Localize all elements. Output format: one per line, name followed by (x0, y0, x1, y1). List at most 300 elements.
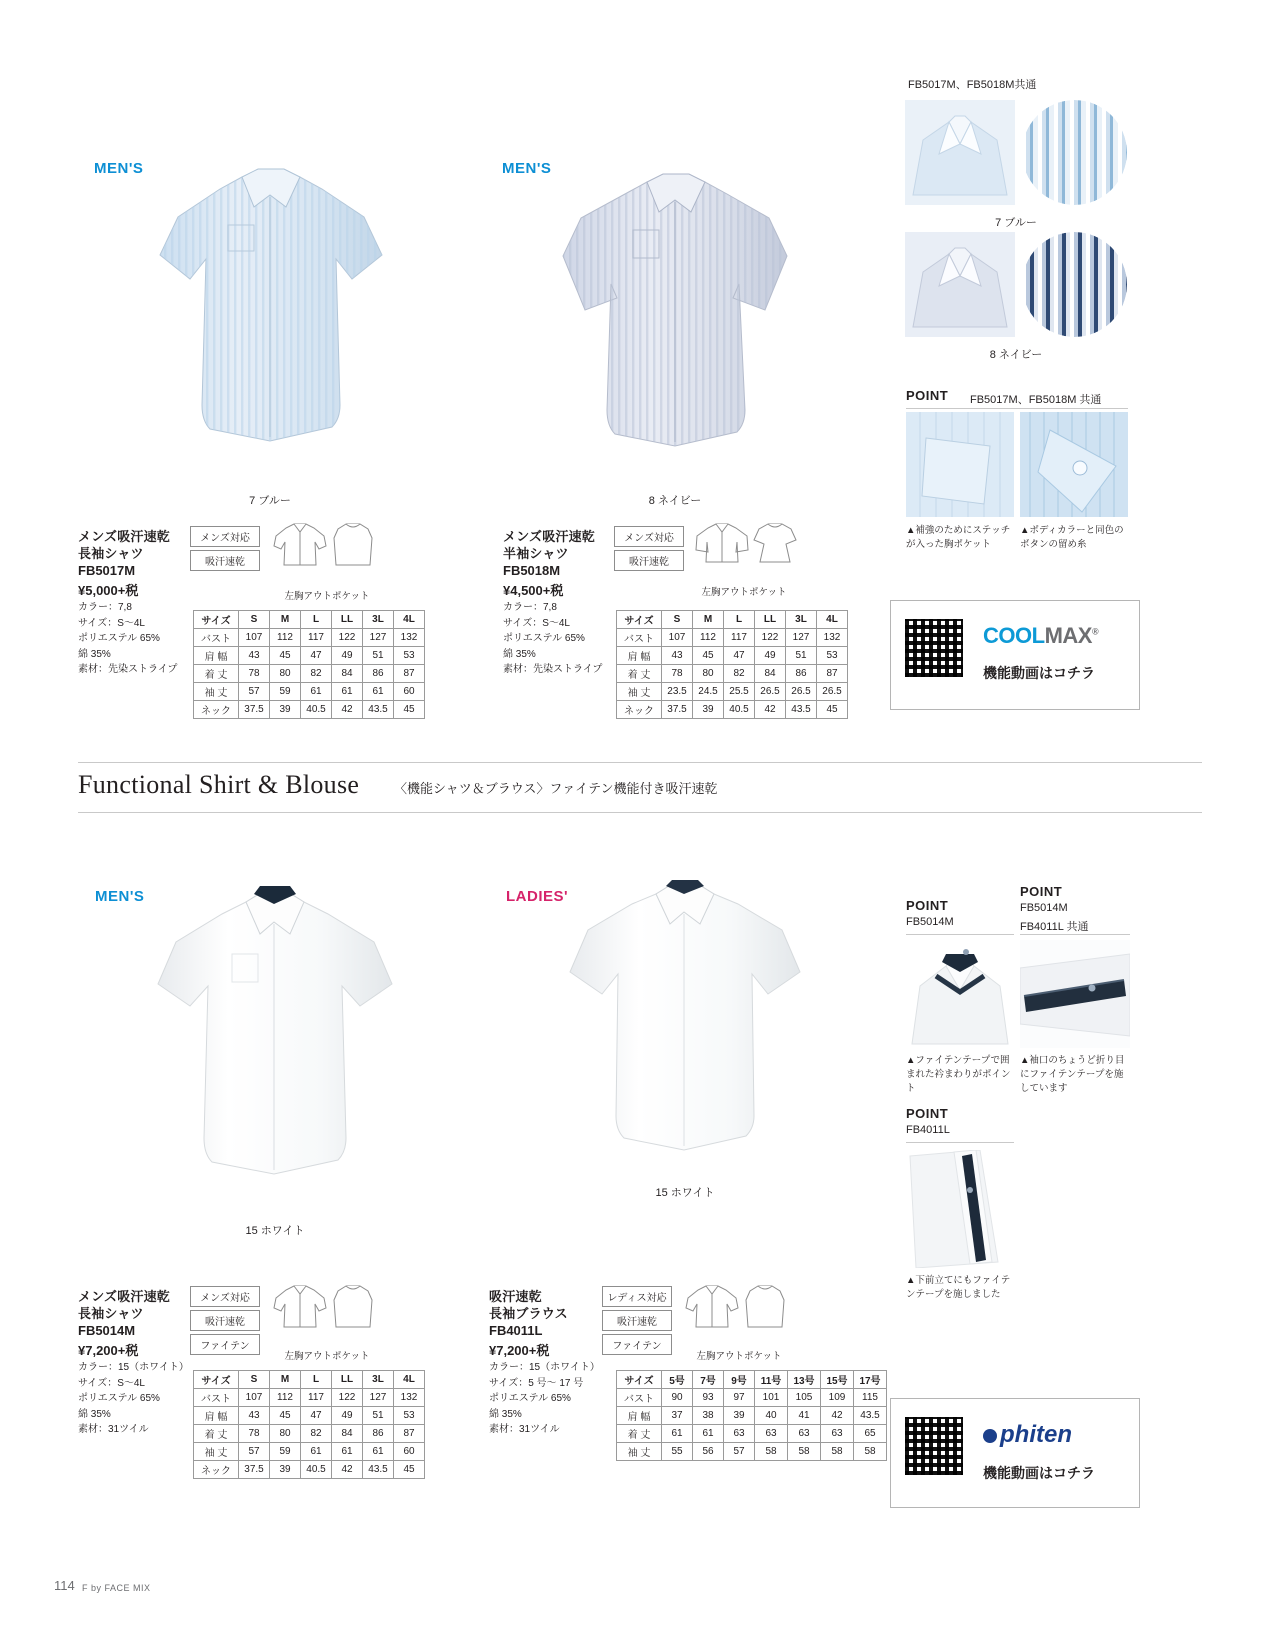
td: 袖 丈 (617, 1443, 662, 1461)
td: 82 (301, 665, 332, 683)
color-caption-4: 15 ホワイト (655, 1187, 715, 1199)
spec-line: カラー：15（ホワイト） (78, 1362, 189, 1373)
td: 63 (724, 1425, 755, 1443)
table-row (617, 1425, 887, 1443)
coolmax-logo-part1: COOL (983, 623, 1045, 648)
swatch-fabric-blue (1022, 100, 1127, 205)
section-divider-top (78, 762, 1202, 763)
td: 107 (662, 629, 693, 647)
product-name-1-line1: メンズ吸汗速乾 (78, 529, 171, 544)
tag-badge: メンズ対応 (614, 526, 684, 547)
spec-line: 素材：31ツイル (489, 1424, 560, 1435)
th: サイズ (617, 1371, 662, 1389)
tag-badge: 吸汗速乾 (190, 1310, 260, 1331)
td: 112 (693, 629, 724, 647)
spec-line: ポリエステル 65% (78, 633, 160, 644)
td: 51 (363, 1407, 394, 1425)
table-row (617, 1443, 887, 1461)
th: M (693, 611, 724, 629)
td: 82 (301, 1425, 332, 1443)
point-photo-bottom-1 (906, 940, 1014, 1048)
td: 122 (332, 1389, 363, 1407)
point-title-1: POINT (906, 898, 949, 913)
product-price-1: ¥5,000+税 (78, 583, 139, 598)
table-row (194, 1389, 425, 1407)
spec-line: ポリエステル 65% (503, 633, 585, 644)
line-drawing-front-3 (272, 1282, 328, 1337)
point-photo-top-1 (906, 412, 1014, 517)
table-row (194, 683, 425, 701)
qr-code-icon[interactable] (905, 1417, 963, 1475)
td: 65 (854, 1425, 887, 1443)
td: 49 (332, 1407, 363, 1425)
td: 25.5 (724, 683, 755, 701)
th: S (239, 611, 270, 629)
gender-label-mens-1: MEN'S (94, 160, 144, 177)
point-sub-top: FB5017M、FB5018M 共通 (970, 394, 1102, 406)
td: 86 (363, 1425, 394, 1443)
tag-badge: レディス対応 (602, 1286, 672, 1307)
td: ネック (194, 1461, 239, 1479)
td: 109 (821, 1389, 854, 1407)
td: 61 (363, 1443, 394, 1461)
spec-line: 素材：先染ストライプ (503, 664, 603, 675)
point-sub-2-line1: FB5014M (1020, 902, 1068, 914)
td: 43.5 (363, 1461, 394, 1479)
table-row (194, 1443, 425, 1461)
spec-line: サイズ：S～4L (78, 1377, 145, 1389)
th: 3L (363, 611, 394, 629)
td: 肩 幅 (617, 647, 662, 665)
spec-line: 綿 35% (503, 648, 536, 660)
td: 40.5 (724, 701, 755, 719)
td: 45 (270, 1407, 301, 1425)
th: 9号 (724, 1371, 755, 1389)
td: 40.5 (301, 1461, 332, 1479)
td: 40.5 (301, 701, 332, 719)
td: 132 (817, 629, 848, 647)
point-title-top: POINT (906, 388, 949, 403)
td: 49 (755, 647, 786, 665)
coolmax-logo-part2: MAX (1044, 623, 1092, 648)
line-drawing-front-4 (684, 1282, 740, 1337)
td: 着 丈 (617, 1425, 662, 1443)
th: M (270, 611, 301, 629)
swatch-fabric-navy (1022, 232, 1127, 337)
product-code-2: FB5018M (503, 563, 561, 578)
line-drawing-front-2 (694, 520, 750, 571)
td: 肩 幅 (194, 647, 239, 665)
td: 51 (363, 647, 394, 665)
td: 84 (332, 665, 363, 683)
spec-line: サイズ：S～4L (503, 617, 570, 629)
line-drawing-back-4 (742, 1282, 788, 1337)
phiten-caption: 機能動画はコチラ (983, 1465, 1095, 1481)
td: 39 (724, 1407, 755, 1425)
line-drawing-back-1 (330, 520, 376, 575)
tag-badge: ファイテン (602, 1334, 672, 1355)
td: 37 (662, 1407, 693, 1425)
td: 61 (301, 683, 332, 701)
td: 117 (724, 629, 755, 647)
point-title-2: POINT (1020, 884, 1063, 899)
point-sub-1: FB5014M (906, 916, 954, 928)
swatch-collar-photo-navy (905, 232, 1015, 337)
td: 袖 丈 (617, 683, 662, 701)
product-photo-2 (555, 160, 795, 480)
td: 132 (394, 1389, 425, 1407)
spec-line: カラー：15（ホワイト） (489, 1362, 600, 1373)
td: 53 (394, 647, 425, 665)
color-caption-1: 7 ブルー (249, 495, 291, 507)
qr-code-icon[interactable] (905, 619, 963, 677)
td: 39 (270, 1461, 301, 1479)
td: 47 (724, 647, 755, 665)
td: バスト (617, 629, 662, 647)
point-photo-bottom-2 (1020, 940, 1130, 1048)
td: 61 (332, 1443, 363, 1461)
point-caption-3: ▲下前立てにもファイテンテープを施しました (906, 1275, 1011, 1300)
line-drawing-back-3 (330, 1282, 376, 1337)
td: 24.5 (693, 683, 724, 701)
product-name-2-line1: メンズ吸汗速乾 (503, 529, 596, 544)
product-name-4-line1: 吸汗速乾 (489, 1289, 542, 1304)
td: 61 (363, 683, 394, 701)
divider (1020, 934, 1130, 935)
point-photo-bottom-3 (906, 1150, 1014, 1268)
td: ネック (617, 701, 662, 719)
th: 13号 (788, 1371, 821, 1389)
spec-line: ポリエステル 65% (489, 1393, 571, 1404)
td: 49 (332, 647, 363, 665)
th: 3L (786, 611, 817, 629)
td: 87 (394, 665, 425, 683)
pocket-caption-4: 左胸アウトポケット (696, 1351, 782, 1362)
spec-line: カラー：7,8 (503, 602, 557, 613)
product-spec-1 (78, 600, 193, 678)
td: 57 (239, 683, 270, 701)
td: 41 (788, 1407, 821, 1425)
table-header-row (617, 611, 848, 629)
point-caption-2: ▲袖口のちょうど折り目にファイテンテープを施しています (1020, 1055, 1125, 1094)
td: 45 (270, 647, 301, 665)
td: バスト (194, 1389, 239, 1407)
td: 122 (755, 629, 786, 647)
th: M (270, 1371, 301, 1389)
color-caption-2: 8 ネイビー (648, 495, 702, 507)
td: 26.5 (755, 683, 786, 701)
td: 127 (363, 629, 394, 647)
page-number: 114 (54, 1578, 75, 1593)
td: 61 (332, 683, 363, 701)
td: 着 丈 (194, 1425, 239, 1443)
td: 39 (693, 701, 724, 719)
product-name-3-line1: メンズ吸汗速乾 (78, 1289, 171, 1304)
table-header-row (617, 1371, 887, 1389)
td: 47 (301, 647, 332, 665)
td: 袖 丈 (194, 683, 239, 701)
table-row (194, 665, 425, 683)
td: 117 (301, 629, 332, 647)
size-table-2 (616, 610, 848, 719)
table-row (617, 665, 848, 683)
td: 57 (239, 1443, 270, 1461)
td: 42 (332, 701, 363, 719)
product-spec-2 (503, 600, 618, 678)
td: 26.5 (786, 683, 817, 701)
th: サイズ (194, 611, 239, 629)
spec-line: サイズ：S～4L (78, 617, 145, 629)
td: 39 (270, 701, 301, 719)
td: 45 (693, 647, 724, 665)
th: サイズ (194, 1371, 239, 1389)
divider (906, 408, 1128, 409)
td: 60 (394, 1443, 425, 1461)
product-price-4: ¥7,200+税 (489, 1343, 550, 1358)
product-spec-4 (489, 1360, 609, 1438)
td: 107 (239, 1389, 270, 1407)
product-photo-1 (150, 155, 390, 485)
coolmax-badge[interactable] (890, 600, 1140, 710)
table-header-row (194, 1371, 425, 1389)
tag-badge: 吸汗速乾 (190, 550, 260, 571)
td: 112 (270, 629, 301, 647)
th: L (724, 611, 755, 629)
spec-line: 綿 35% (78, 648, 111, 660)
td: 38 (693, 1407, 724, 1425)
td: 58 (788, 1443, 821, 1461)
td: 59 (270, 683, 301, 701)
gender-label-mens-2: MEN'S (502, 160, 552, 177)
point-caption-top-1: ▲補強のためにステッチが入った胸ポケット (906, 525, 1011, 550)
size-table-4 (616, 1370, 887, 1461)
td: 63 (788, 1425, 821, 1443)
tag-badge: 吸汗速乾 (602, 1310, 672, 1331)
line-drawing-back-2 (752, 520, 798, 571)
td: 57 (724, 1443, 755, 1461)
swatch-caption-blue: 7 ブルー (995, 217, 1037, 229)
line-drawing-front-1 (272, 520, 328, 575)
color-caption-3: 15 ホワイト (245, 1225, 305, 1237)
product-code-4: FB4011L (489, 1323, 543, 1338)
td: 61 (662, 1425, 693, 1443)
td: 45 (817, 701, 848, 719)
td: 45 (394, 1461, 425, 1479)
th: LL (755, 611, 786, 629)
table-row (617, 647, 848, 665)
pocket-caption-2: 左胸アウトポケット (701, 587, 787, 598)
divider (906, 1142, 1014, 1143)
td: 61 (301, 1443, 332, 1461)
spec-line: 素材：先染ストライプ (78, 664, 178, 675)
td: 58 (755, 1443, 788, 1461)
td: 90 (662, 1389, 693, 1407)
product-tags-2 (614, 526, 684, 574)
td: 着 丈 (617, 665, 662, 683)
section-title-en: Functional Shirt & Blouse (78, 770, 360, 799)
swatch-caption-navy: 8 ネイビー (989, 349, 1043, 361)
table-row (617, 701, 848, 719)
td: 43 (239, 647, 270, 665)
td: 80 (693, 665, 724, 683)
td: 105 (788, 1389, 821, 1407)
td: 56 (693, 1443, 724, 1461)
td: 37.5 (239, 1461, 270, 1479)
td: 42 (821, 1407, 854, 1425)
td: 82 (724, 665, 755, 683)
td: 肩 幅 (617, 1407, 662, 1425)
td: 78 (239, 665, 270, 683)
phiten-logo-text: phiten (1000, 1421, 1072, 1448)
th: 7号 (693, 1371, 724, 1389)
td: 47 (301, 1407, 332, 1425)
phiten-badge[interactable] (890, 1398, 1140, 1508)
point-sub-3: FB4011L (906, 1124, 950, 1136)
product-name-1-line2: 長袖シャツ (78, 546, 144, 561)
product-code-1: FB5017M (78, 563, 136, 578)
td: 43.5 (786, 701, 817, 719)
th: S (662, 611, 693, 629)
td: 43.5 (854, 1407, 887, 1425)
td: 53 (394, 1407, 425, 1425)
product-tags-1 (190, 526, 260, 574)
product-photo-3 (150, 880, 400, 1220)
size-table-3 (193, 1370, 425, 1479)
td: 84 (332, 1425, 363, 1443)
th: 4L (394, 611, 425, 629)
th: LL (332, 611, 363, 629)
td: 86 (786, 665, 817, 683)
td: 43 (662, 647, 693, 665)
product-name-3-line2: 長袖シャツ (78, 1306, 144, 1321)
registered-mark-icon: ® (1091, 626, 1099, 637)
point-title-3: POINT (906, 1106, 949, 1121)
td: 127 (363, 1389, 394, 1407)
td: 58 (821, 1443, 854, 1461)
th: 4L (817, 611, 848, 629)
td: 101 (755, 1389, 788, 1407)
tag-badge: ファイテン (190, 1334, 260, 1355)
td: 112 (270, 1389, 301, 1407)
table-row (194, 647, 425, 665)
table-row (194, 701, 425, 719)
td: 78 (662, 665, 693, 683)
td: 87 (394, 1425, 425, 1443)
table-row (194, 1407, 425, 1425)
phiten-mark-icon (983, 1429, 997, 1443)
td: 55 (662, 1443, 693, 1461)
td: 43.5 (363, 701, 394, 719)
point-photo-top-2 (1020, 412, 1128, 517)
pocket-caption-1: 左胸アウトポケット (284, 591, 370, 602)
th: L (301, 611, 332, 629)
td: 40 (755, 1407, 788, 1425)
td: 63 (755, 1425, 788, 1443)
td: 45 (394, 701, 425, 719)
footer-brand: F by FACE MIX (82, 1583, 151, 1593)
td: バスト (194, 629, 239, 647)
point-sub-2-line2: FB4011L 共通 (1020, 921, 1089, 933)
th: 17号 (854, 1371, 887, 1389)
td: 26.5 (817, 683, 848, 701)
point-caption-top-2: ▲ボディカラーと同色のボタンの留め糸 (1020, 525, 1124, 550)
td: 袖 丈 (194, 1443, 239, 1461)
td: 53 (817, 647, 848, 665)
table-row (617, 683, 848, 701)
tag-badge: メンズ対応 (190, 1286, 260, 1307)
product-photo-4 (560, 872, 810, 1192)
product-spec-3 (78, 1360, 196, 1438)
product-tags-4 (602, 1286, 672, 1358)
td: 86 (363, 665, 394, 683)
spec-line: カラー：7,8 (78, 602, 132, 613)
td: 115 (854, 1389, 887, 1407)
th: 11号 (755, 1371, 788, 1389)
gender-label-mens-3: MEN'S (95, 888, 145, 905)
coolmax-logo (983, 623, 1098, 649)
product-price-2: ¥4,500+税 (503, 583, 564, 598)
th: 15号 (821, 1371, 854, 1389)
spec-line: 綿 35% (78, 1408, 111, 1420)
table-row (617, 629, 848, 647)
td: 37.5 (239, 701, 270, 719)
td: 42 (332, 1461, 363, 1479)
th: 4L (394, 1371, 425, 1389)
td: 着 丈 (194, 665, 239, 683)
pocket-caption-3: 左胸アウトポケット (284, 1351, 370, 1362)
gender-label-ladies: LADIES' (506, 888, 569, 905)
spec-line: 素材：31ツイル (78, 1424, 149, 1435)
td: 132 (394, 629, 425, 647)
product-code-3: FB5014M (78, 1323, 136, 1338)
spec-line: ポリエステル 65% (78, 1393, 160, 1404)
td: 97 (724, 1389, 755, 1407)
table-header-row (194, 611, 425, 629)
td: 122 (332, 629, 363, 647)
swatch-collar-photo-blue (905, 100, 1015, 205)
td: 63 (821, 1425, 854, 1443)
th: L (301, 1371, 332, 1389)
td: 60 (394, 683, 425, 701)
th: 5号 (662, 1371, 693, 1389)
td: バスト (617, 1389, 662, 1407)
td: 58 (854, 1443, 887, 1461)
td: ネック (194, 701, 239, 719)
swatch-panel-heading: FB5017M、FB5018M共通 (908, 79, 1037, 91)
td: 肩 幅 (194, 1407, 239, 1425)
product-price-3: ¥7,200+税 (78, 1343, 139, 1358)
td: 43 (239, 1407, 270, 1425)
product-name-2-line2: 半袖シャツ (503, 546, 569, 561)
product-name-4-line2: 長袖ブラウス (489, 1306, 568, 1321)
tag-badge: 吸汗速乾 (614, 550, 684, 571)
td: 78 (239, 1425, 270, 1443)
point-caption-1: ▲ファイテンテープで囲まれた衿まわりがポイント (906, 1055, 1011, 1094)
tag-badge: メンズ対応 (190, 526, 260, 547)
td: 84 (755, 665, 786, 683)
product-tags-3 (190, 1286, 260, 1358)
table-row (617, 1389, 887, 1407)
th: LL (332, 1371, 363, 1389)
table-row (194, 1425, 425, 1443)
td: 93 (693, 1389, 724, 1407)
section-divider-bottom (78, 812, 1202, 813)
section-title-jp: 〈機能シャツ＆ブラウス〉ファイテン機能付き吸汗速乾 (394, 781, 718, 796)
divider (906, 934, 1014, 935)
size-table-1 (193, 610, 425, 719)
td: 37.5 (662, 701, 693, 719)
table-row (617, 1407, 887, 1425)
